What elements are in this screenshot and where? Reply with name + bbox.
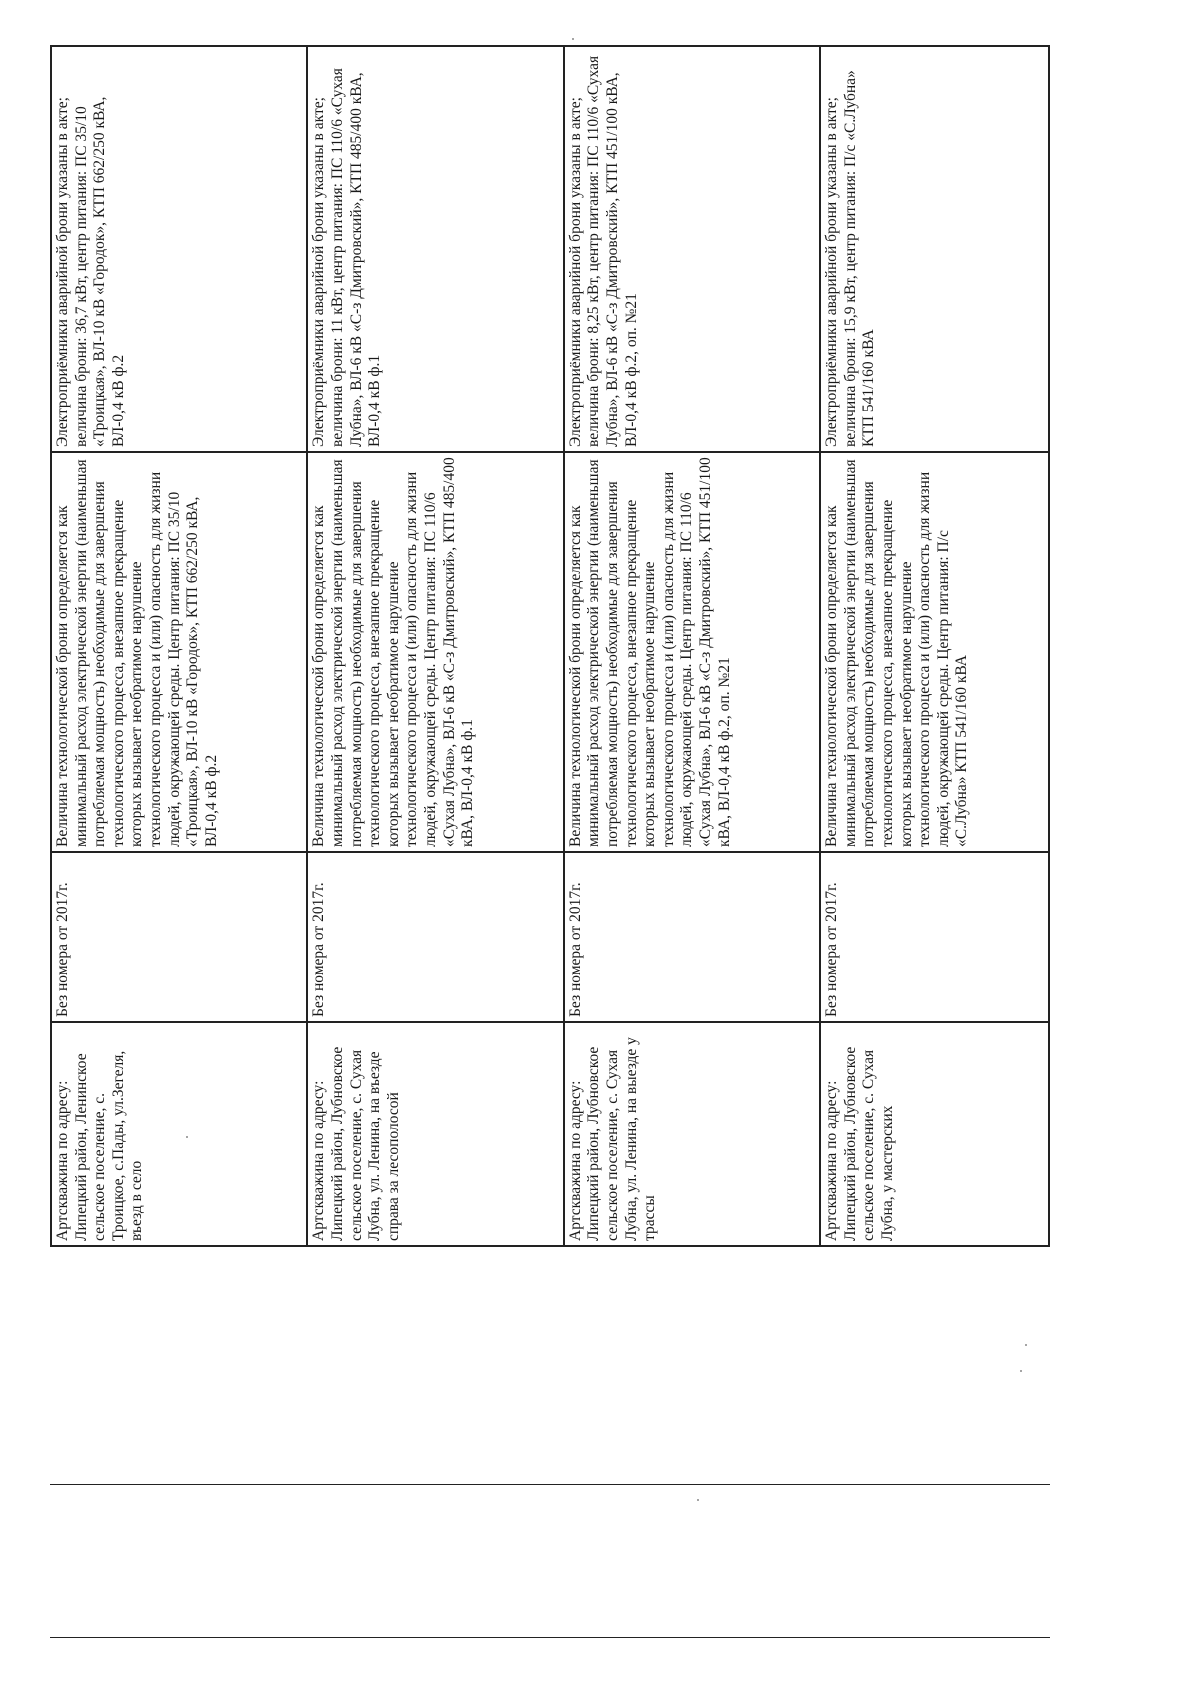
scan-speck — [186, 1136, 188, 1138]
tech-reserve-cell: Величина технологической брони определяется как минимальный расход электрической энергии (наименьшая потребляемая мощность) необходимые для завершения технологического процесса, внезапное прекращение которых вызывает необратимое нарушение технологического процесса и (или) опасность для жизни людей, окружающей среды. Центр питания: ПС 110/6 «Сухая Лубна», ВЛ-6 кВ «С-з Дмитровский», КТП 485/400 кВА, ВЛ-0,4 кВ ф.1 — [307, 452, 563, 852]
act-cell: Без номера от 2017г. — [564, 852, 820, 1022]
rotated-table-container — [50, 47, 1050, 1247]
table-row — [307, 46, 563, 1246]
act-cell: Без номера от 2017г. — [820, 852, 1049, 1022]
object-address-cell: Артскважина по адресу: Липецкий район, Ленинское сельское поселение, с. Троицкое, с.Пады, ул.Зегеля, въезд в село — [51, 1022, 307, 1246]
object-address-cell: Артскважина по адресу: Липецкий район, Лубновское сельское поселение, с. Сухая Лубна, ул. Ленина, на въезде справа за лесополосой — [307, 1022, 563, 1246]
scan-speck — [572, 38, 574, 40]
emergency-reserve-cell: Электроприёмники аварийной брони указаны в акте; величина брони: 15,9 кВт, центр питания: П/с «С.Лубна» КТП 541/160 кВА — [820, 46, 1049, 452]
act-cell: Без номера от 2017г. — [307, 852, 563, 1022]
tech-reserve-cell: Величина технологической брони определяется как минимальный расход электрической энергии (наименьшая потребляемая мощность) необходимые для завершения технологического процесса, внезапное прекращение которых вызывает необратимое нарушение технологического процесса и (или) опасность для жизни людей, окружающей среды. Центр питания: ПС 35/10 «Троицкая», ВЛ-10 кВ «Городок», КТП 662/250 кВА, ВЛ-0,4 кВ ф.2 — [51, 452, 307, 852]
scan-speck — [697, 1499, 699, 1501]
emergency-reserve-cell: Электроприёмники аварийной брони указаны в акте; величина брони: 8,25 кВт, центр питания: ПС 110/6 «Сухая Лубна», ВЛ-6 кВ «С-з Дмитровский», КТП 451/100 кВА, ВЛ-0,4 кВ ф.2, оп. №21 — [564, 46, 820, 452]
emergency-reserve-cell: Электроприёмники аварийной брони указаны в акте; величина брони: 11 кВт, центр питания: ПС 110/6 «Сухая Лубна», ВЛ-6 кВ «С-з Дмитровский», КТП 485/400 кВА, ВЛ-0,4 кВ ф.1 — [307, 46, 563, 452]
scan-speck — [1020, 1370, 1022, 1372]
table-row — [564, 46, 820, 1246]
table-row — [51, 46, 307, 1246]
act-cell: Без номера от 2017г. — [51, 852, 307, 1022]
object-address-cell: Артскважина по адресу: Липецкий район, Лубновское сельское поселение, с. Сухая Лубна, у мастерских — [820, 1022, 1049, 1246]
table-row — [820, 46, 1049, 1246]
horizontal-rule — [50, 1637, 1050, 1638]
emergency-reserve-cell: Электроприёмники аварийной брони указаны в акте; величина брони: 36,7 кВт, центр питания: ПС 35/10 «Троицкая», ВЛ-10 кВ «Городок», КТП 662/250 кВА, ВЛ-0,4 кВ ф.2 — [51, 46, 307, 452]
horizontal-rule — [50, 1484, 1050, 1485]
scan-speck — [1025, 1344, 1027, 1346]
tech-reserve-cell: Величина технологической брони определяется как минимальный расход электрической энергии (наименьшая потребляемая мощность) необходимые для завершения технологического процесса, внезапное прекращение которых вызывает необратимое нарушение технологического процесса и (или) опасность для жизни людей, окружающей среды. Центр питания: П/с «С.Лубна» КТП 541/160 кВА — [820, 452, 1049, 852]
tech-reserve-cell: Величина технологической брони определяется как минимальный расход электрической энергии (наименьшая потребляемая мощность) необходимые для завершения технологического процесса, внезапное прекращение которых вызывает необратимое нарушение технологического процесса и (или) опасность для жизни людей, окружающей среды. Центр питания: ПС 110/6 «Сухая Лубна», ВЛ-6 кВ «С-з Дмитровский», КТП 451/100 кВА, ВЛ-0,4 кВ ф.2, оп. №21 — [564, 452, 820, 852]
emergency-reserve-table — [50, 45, 1050, 1247]
object-address-cell: Артскважина по адресу: Липецкий район, Лубновское сельское поселение, с. Сухая Лубна, ул. Ленина, на выезде у трассы — [564, 1022, 820, 1246]
